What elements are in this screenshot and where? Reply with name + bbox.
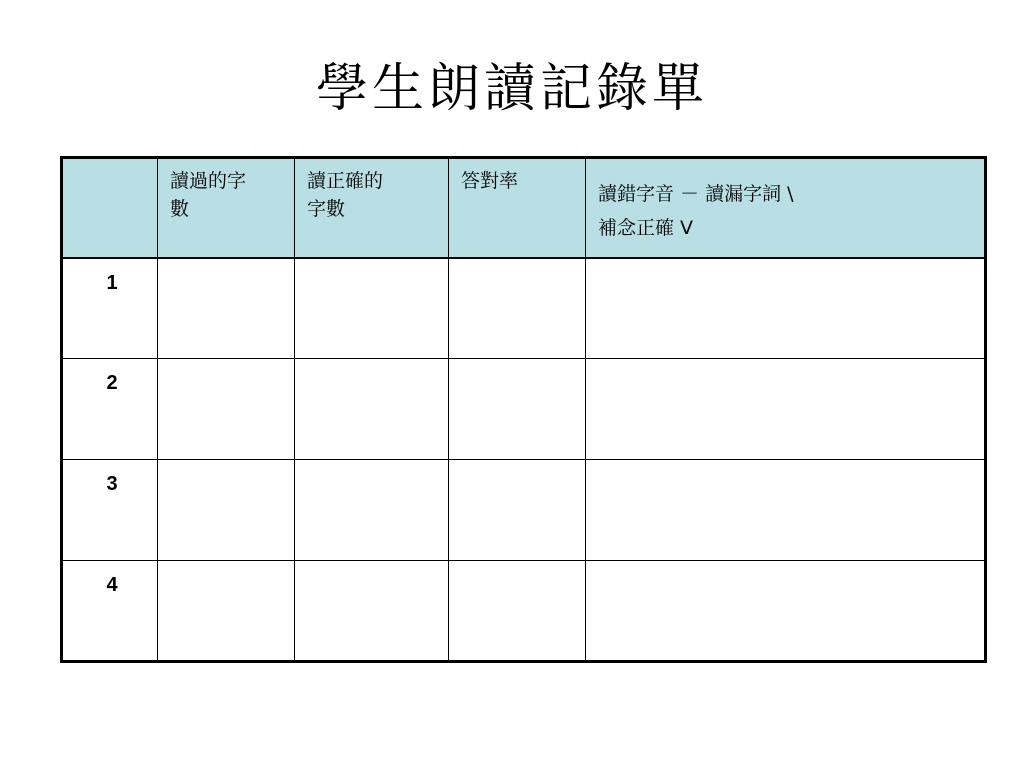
table-row <box>62 460 986 561</box>
header-words-correct <box>295 158 449 258</box>
cell-words-read <box>158 258 295 359</box>
cell-words-read <box>158 561 295 662</box>
row-number: 4 <box>62 561 158 662</box>
header-words-correct-line-2: 字數 <box>307 198 346 220</box>
cell-words-read <box>158 359 295 460</box>
header-words-read <box>158 158 295 258</box>
header-error-marks-line-2: 補念正確 V <box>598 217 694 239</box>
cell-words-correct <box>295 359 449 460</box>
cell-accuracy-rate <box>449 258 586 359</box>
reading-record-table <box>60 156 987 663</box>
page-title: 學生朗讀記錄單 <box>315 59 708 119</box>
cell-accuracy-rate <box>449 460 586 561</box>
cell-words-correct <box>295 258 449 359</box>
header-corner-cell <box>62 158 158 258</box>
header-error-marks-line-1: 讀錯字音 － 讀漏字詞 \ <box>598 183 794 205</box>
row-number: 1 <box>62 258 158 359</box>
header-words-read-line-1: 讀過的字 <box>170 170 247 192</box>
table-row <box>62 258 986 359</box>
cell-error-marks <box>586 359 986 460</box>
header-words-read-line-2: 數 <box>170 198 190 220</box>
table-row <box>62 561 986 662</box>
cell-error-marks <box>586 561 986 662</box>
cell-error-marks <box>586 460 986 561</box>
table-row <box>62 359 986 460</box>
table-body <box>62 258 986 662</box>
header-words-correct-line-1: 讀正確的 <box>307 170 384 192</box>
header-accuracy-rate-line-1: 答對率 <box>461 170 519 192</box>
cell-words-read <box>158 460 295 561</box>
cell-words-correct <box>295 460 449 561</box>
cell-words-correct <box>295 561 449 662</box>
row-number: 2 <box>62 359 158 460</box>
header-error-marks <box>586 158 986 258</box>
row-number: 3 <box>62 460 158 561</box>
cell-accuracy-rate <box>449 561 586 662</box>
cell-error-marks <box>586 258 986 359</box>
header-row <box>62 158 986 258</box>
cell-accuracy-rate <box>449 359 586 460</box>
table-header <box>62 158 986 258</box>
header-accuracy-rate <box>449 158 586 258</box>
